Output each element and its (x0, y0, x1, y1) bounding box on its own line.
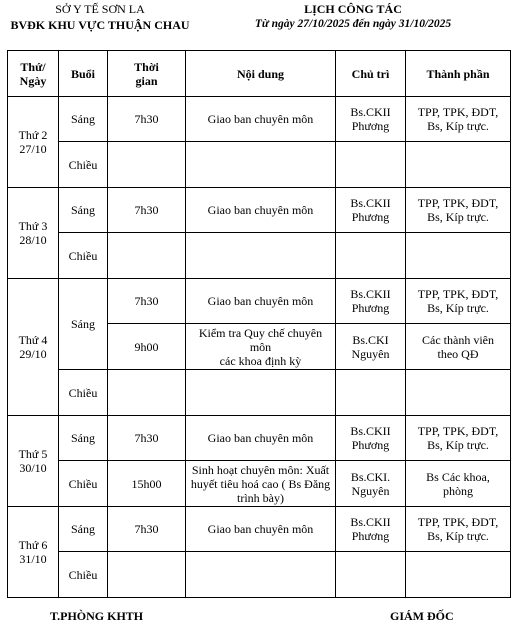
content-cell (186, 142, 336, 188)
chair-name: Phương (351, 438, 390, 452)
col-header-day-line1: Thứ/ (20, 59, 46, 74)
day-cell (8, 507, 59, 598)
table-row (8, 370, 511, 416)
day-cell (8, 279, 59, 416)
table-row (8, 279, 511, 324)
document-title: LỊCH CÔNG TÁC (304, 2, 402, 16)
participants-cell (406, 97, 511, 142)
weekday: Thứ 4 (18, 333, 48, 347)
content-cell (186, 552, 336, 598)
day-cell (8, 97, 59, 188)
table-row (8, 233, 511, 279)
participants-cell (406, 279, 511, 324)
table-header-row (8, 51, 511, 97)
participants-cell (406, 416, 511, 461)
schedule-table (7, 50, 511, 598)
time-cell: 7h30 (108, 416, 186, 461)
col-header-time (108, 51, 186, 97)
session-cell: Sáng (59, 97, 108, 142)
date: 29/10 (19, 347, 47, 361)
participants-line1: TPP, TPK, ĐDT, (417, 515, 499, 529)
chair-cell (336, 507, 406, 552)
time-cell: 7h30 (108, 507, 186, 552)
participants-cell (406, 188, 511, 233)
footer-signatory-left: T.PHÒNG KHTH (50, 609, 144, 623)
chair-cell (336, 188, 406, 233)
chair-title: Bs.CKI. (350, 469, 391, 484)
session-cell: Sáng (59, 507, 108, 552)
table-row (8, 142, 511, 188)
chair-name: Phương (351, 301, 390, 315)
content-cell: Giao ban chuyên môn (186, 279, 336, 324)
day-cell (8, 416, 59, 507)
participants-line1: TPP, TPK, ĐDT, (417, 424, 499, 438)
chair-title: Bs.CKII (350, 515, 391, 529)
col-header-time-line2: gian (135, 73, 158, 88)
col-header-day-line2: Ngày (19, 73, 47, 88)
chair-cell (336, 279, 406, 324)
table-row (8, 188, 511, 233)
time-cell (108, 552, 186, 598)
date: 31/10 (19, 552, 47, 566)
chair-name: Nguyên (351, 483, 390, 498)
participants-line1: TPP, TPK, ĐDT, (417, 105, 499, 119)
col-header-time-line1: Thời (134, 59, 159, 74)
content-cell (186, 324, 336, 370)
chair-name: Phương (351, 119, 390, 133)
participants-line2: Bs, Kíp trực. (427, 119, 489, 133)
time-cell: 7h30 (108, 97, 186, 142)
col-header-chair: Chủ trì (336, 51, 406, 97)
weekday: Thứ 6 (18, 538, 48, 552)
participants-cell (406, 233, 511, 279)
content-cell: Giao ban chuyên môn (186, 416, 336, 461)
col-header-session: Buổi (59, 51, 108, 97)
col-header-participants: Thành phần (406, 51, 511, 97)
participants-cell (406, 324, 511, 370)
participants-cell (406, 507, 511, 552)
session-cell: Chiều (59, 370, 108, 416)
time-cell: 7h30 (108, 188, 186, 233)
session-cell: Sáng (59, 188, 108, 233)
participants-cell (406, 142, 511, 188)
chair-cell (336, 142, 406, 188)
content-cell: Giao ban chuyên môn (186, 97, 336, 142)
participants-cell (406, 370, 511, 416)
time-cell: 15h00 (108, 461, 186, 507)
session-cell: Chiều (59, 552, 108, 598)
content-line2: huyết tiêu hoá cao ( Bs Đăng (190, 476, 331, 491)
participants-cell (406, 461, 511, 507)
content-line3: trình bày) (237, 490, 284, 505)
table-row (8, 97, 511, 142)
agency-name: SỞ Y TẾ SƠN LA (55, 2, 145, 16)
session-cell: Chiều (59, 233, 108, 279)
participants-line1: TPP, TPK, ĐDT, (417, 287, 499, 301)
participants-line2: theo QĐ (437, 346, 479, 361)
date: 27/10 (19, 142, 47, 156)
session-cell: Chiều (59, 142, 108, 188)
table-row (8, 552, 511, 598)
content-cell (186, 233, 336, 279)
date: 28/10 (19, 233, 47, 247)
content-cell: Giao ban chuyên môn (186, 188, 336, 233)
participants-line2: Bs, Kíp trực. (427, 301, 489, 315)
chair-cell (336, 461, 406, 507)
content-line1: Sinh hoạt chuyên môn: Xuất (191, 462, 330, 477)
weekday: Thứ 5 (18, 447, 48, 461)
day-cell (8, 188, 59, 279)
unit-name: BVĐK KHU VỰC THUẬN CHAU (10, 18, 190, 32)
date: 30/10 (19, 461, 47, 475)
col-header-day (8, 51, 59, 97)
participants-line2: phòng (443, 483, 473, 498)
content-cell (186, 370, 336, 416)
col-header-content: Nội dung (186, 51, 336, 97)
content-cell (186, 461, 336, 507)
participants-line1: TPP, TPK, ĐDT, (417, 196, 499, 210)
participants-line2: Bs, Kíp trực. (427, 210, 489, 224)
chair-name: Phương (351, 529, 390, 543)
chair-cell (336, 370, 406, 416)
date-range: Từ ngày 27/10/2025 đến ngày 31/10/2025 (254, 18, 452, 30)
chair-cell (336, 97, 406, 142)
chair-cell (336, 552, 406, 598)
time-cell: 9h00 (108, 324, 186, 370)
content-line2: các khoa định kỳ (219, 353, 302, 368)
content-cell: Giao ban chuyên môn (186, 507, 336, 552)
session-cell: Sáng (59, 416, 108, 461)
participants-cell (406, 552, 511, 598)
chair-cell (336, 324, 406, 370)
weekday: Thứ 2 (18, 128, 48, 142)
participants-line1: Các thành viên (422, 332, 494, 347)
time-cell: 7h30 (108, 279, 186, 324)
chair-title: Bs.CKII (350, 196, 391, 210)
time-cell (108, 370, 186, 416)
content-line1: Kiểm tra Quy chế chuyên môn (198, 325, 323, 354)
time-cell (108, 142, 186, 188)
table-row (8, 507, 511, 552)
time-cell (108, 233, 186, 279)
chair-title: Bs.CKI (352, 332, 389, 347)
table-row (8, 416, 511, 461)
chair-cell (336, 416, 406, 461)
chair-name: Nguyên (351, 346, 390, 361)
chair-title: Bs.CKII (350, 424, 391, 438)
chair-cell (336, 233, 406, 279)
chair-title: Bs.CKII (350, 287, 391, 301)
participants-line2: Bs, Kíp trực. (427, 438, 489, 452)
footer-signatory-right: GIÁM ĐỐC (390, 609, 454, 623)
weekday: Thứ 3 (18, 219, 48, 233)
session-cell: Sáng (59, 279, 108, 370)
table-row (8, 461, 511, 507)
chair-name: Phương (351, 210, 390, 224)
participants-line2: Bs, Kíp trực. (427, 529, 489, 543)
participants-line1: Bs Các khoa, (426, 469, 490, 484)
chair-title: Bs.CKII (350, 105, 391, 119)
session-cell: Chiều (59, 461, 108, 507)
